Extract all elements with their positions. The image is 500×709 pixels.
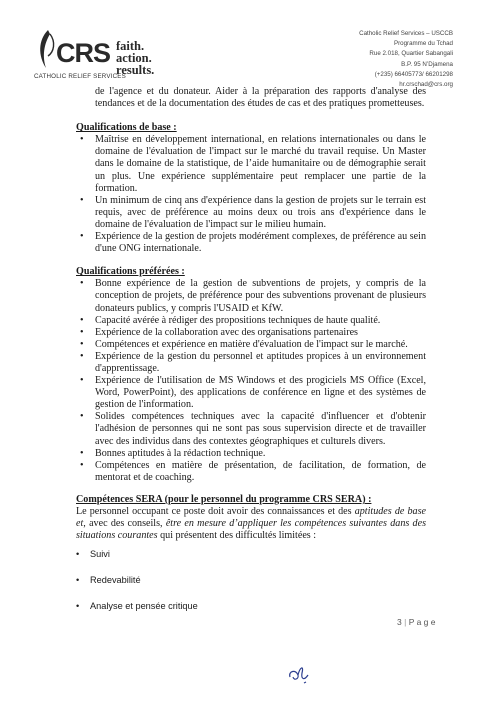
page-label: P a g e bbox=[408, 617, 436, 627]
address-line: (+235) 66405773/ 66201298 bbox=[374, 70, 453, 78]
list-item: • Expérience de la collaboration avec des organisations partenaires bbox=[76, 327, 426, 339]
sera-emphasis: aptitudes de base et bbox=[76, 506, 426, 530]
logo-wordmark: CRS bbox=[56, 38, 111, 68]
sera-text: , avec des conseils, bbox=[83, 518, 166, 530]
list-item: • Compétences en matière de présentation, de facilitation, de formation, de mentorat et de coaching. bbox=[76, 460, 426, 484]
address-line: Catholic Relief Services – USCCB bbox=[359, 30, 453, 37]
address-line: Rue 2.018, Quartier Sabangali bbox=[369, 50, 453, 58]
list-item: • Expérience de la gestion du personnel et aptitudes propices à un environnement d'apprentissage. bbox=[76, 351, 426, 375]
list-item: • Expérience de l'utilisation de MS Windows et des progiciels MS Office (Excel, Word, PowerPoint), des applications de conférence en ligne et des systèmes de gestion de l'information. bbox=[76, 375, 426, 411]
tagline-line: action. bbox=[116, 51, 152, 65]
document-body bbox=[76, 86, 426, 613]
section-heading-preferred: Qualifications préférées : bbox=[76, 266, 185, 278]
list-item: • Compétences et expérience en matière d'évaluation de l'impact sur le marché. bbox=[76, 339, 426, 351]
initials-signature bbox=[286, 663, 316, 685]
list-item: • Bonnes aptitudes à la rédaction technique. bbox=[76, 448, 426, 460]
list-item: • Solides compétences techniques avec la capacité d'influencer et d'obtenir l'adhésion de personnes qui ne sont pas sous supervision directe et de travailler avec des individus dans des contextes géographiques et culturels divers. bbox=[76, 411, 426, 447]
page-number bbox=[397, 617, 436, 627]
address-line: B.P. 95 N’Djamena bbox=[401, 60, 453, 68]
section-heading-basic: Qualifications de base : bbox=[76, 122, 177, 134]
sera-text: Le personnel occupant ce poste doit avoir des connaissances et des bbox=[76, 506, 355, 517]
sera-competencies-list bbox=[76, 548, 426, 612]
address-block bbox=[253, 29, 453, 90]
crs-logo bbox=[34, 26, 174, 86]
list-item: • Bonne expérience de la gestion de subventions de projets, y compris de la conception de projets, de préférence pour des subventions provenant de plusieurs donateurs publics, y compris l'USAID et KfW. bbox=[76, 278, 426, 314]
preferred-qualifications-list bbox=[76, 278, 426, 484]
list-item: • Capacité avérée à rédiger des propositions techniques de haute qualité. bbox=[76, 315, 426, 327]
tagline-line: results. bbox=[116, 63, 155, 77]
tagline-line: faith. bbox=[116, 39, 145, 53]
list-item: • Suivi bbox=[76, 548, 426, 560]
list-item: • Analyse et pensée critique bbox=[76, 600, 426, 612]
list-item: • Maîtrise en développement international, en relations internationales ou dans le domaine de l'évaluation de l'impact sur le marché du travail requise. Un Master dans le domaine de la statistique, de l’aide humanitaire ou de démographie serait un plus. Une expérience supplémentaire peut remplacer une partie de la formation. bbox=[76, 134, 426, 194]
sera-emphasis: être en mesure d’appliquer les compétences suivantes dans des situations courantes bbox=[76, 518, 426, 542]
list-item: • Expérience de la gestion de projets modérément complexes, de préférence au sein d'une ONG internationale. bbox=[76, 231, 426, 255]
logo-tagline bbox=[116, 40, 154, 76]
basic-qualifications-list bbox=[76, 134, 426, 255]
sera-text: qui présentent des difficultés limitées : bbox=[157, 530, 317, 542]
section-heading-sera: Compétences SERA (pour le personnel du programme CRS SERA) : bbox=[76, 493, 372, 505]
address-line: Programme du Tchad bbox=[393, 40, 453, 48]
logo-subtext: CATHOLIC RELIEF SERVICES bbox=[34, 73, 126, 80]
page-divider: | bbox=[404, 617, 407, 627]
address-email: hr.crschad@crs.org bbox=[399, 81, 453, 89]
page-number-value: 3 bbox=[397, 617, 402, 627]
sera-paragraph bbox=[76, 506, 426, 542]
list-item: • Redevabilité bbox=[76, 574, 426, 586]
intro-paragraph: de l'agence et du donateur. Aider à la préparation des rapports d'analyse des tendances et de la documentation des études de cas et des pratiques prometteuses. bbox=[95, 86, 426, 110]
list-item: • Un minimum de cinq ans d'expérience dans la gestion de projets sur le terrain est requis, avec de préférence au moins deux ou trois ans d'expérience dans le domaine de l'évaluation de l'impact sur le milieu humain. bbox=[76, 195, 426, 231]
